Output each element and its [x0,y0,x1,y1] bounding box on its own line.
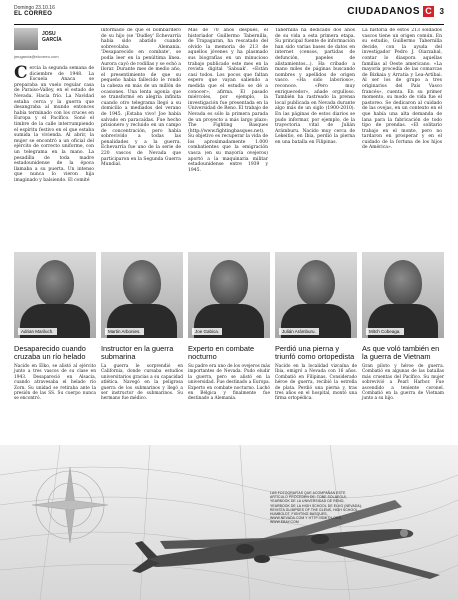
bio-text: Nacido en la localidad vizcaína de Ibia, emigró a Nevada con 16 años. Combatió en Filipinas. Considerado héroe de guerra, recibió la estrella de plata. Perdió una pierna y, tras tres años en el hospital, montó una firma ortopédica. [275,364,357,402]
portrait-photo [14,252,96,338]
article-column-4 [275,28,355,248]
photo-caption: Joe Gabica. [192,328,222,335]
photo-caption: Adrian Mariluch. [18,328,57,335]
author-name [42,31,62,43]
portrait-head [36,260,74,306]
section-title: CIUDADANOS [347,6,420,17]
bio-text: Gran piloto y héroe de guerra. Combatió en algunas de las batallas más cruentas del Pacífico. Su mujer sobrevivió a Pearl Harbor. Fue ascendido a teniente coronel. Combatió en la guerra de Vietnam junto a su hijo. [362,364,444,402]
portrait-head [210,260,248,306]
newspaper-name: EL CORREO [14,11,53,17]
bio-headline: As que voló también en la guerra de Vietnam [362,344,440,361]
airplane-and-map-graphic [0,445,458,600]
author-email: jmugarcia@elcorreo.com [14,54,59,59]
page-number: 3 [439,7,444,16]
portrait-head [297,260,335,306]
article-column-3 [188,28,268,248]
bio-block [275,345,357,402]
drop-cap: C [14,63,28,83]
column-text: informado de que el bombardero de su hijo (se 'Dudley' Echevarría había sido abatido cuando sobrevolaba Alemania. 'Desaparecido en combate', se podía leer en la penúltima línea. Aurora cayó de rodillas y se echó a llorar. Durante mes de medio año, el presentimiento de que su pequeño había fallecido le rondó la cabeza en más de un millón de ocasiones. Una lenta agonía que se transformó en alegría infinita cuando otro telegrama llegó a su domicilio a mediados del verano de 1945. ¡Estaba vivo! Joe había salvado en paracaídas. Fue hecho prisionero y recluido en un campo de concentración, pero había sobrevivido a todas las penalidades y a la guerra. Echevarría fue uno de la serie de 220 vascos de Nevada que participaron en la Segunda Guerra Mundial. [101,28,181,168]
portrait-head [384,260,422,306]
header-rule [14,24,444,25]
portrait-head [123,260,161,306]
photo-credits: LAS FOTOGRAFÍAS QUE ACOMPAÑAN ESTE ARTÍCULO PROCEDEN DE: TOBE SOLAEGUI, YEARBOOK DE LA UNIVERSIDAD DE RENO, YEARBOOK DE LA HIGH SCHOOL DE ELKO (NEVADA), REVISTA GLIMPSES OF THE GLENS, HIGH SCHOOL, HUMBOLDT, FIGHTING BASQUES, WWW.NEVADA.COM Y HTTP://SMITH-ORG, WWW.EBAY.COM [270,491,363,525]
photo-caption: Martin Arbonies. [105,328,144,335]
article-paragraph [14,63,94,183]
bio-block [362,345,444,402]
column-text: ercia la segunda semana de diciembre de 1948. La Escuela Anaca se preparaba un vuelo regular casa de Paraíso-Valley, en el estado de Nevada. Hacía frío. La Navidad estaba cerca y la guerra que desangraba al mundo entonces había terminado con los cruces en Europa y el Pacífico. Sonó el timbre de la calle interrumpiendo el espíritu festivo en el que estaba sumida la vivienda. Al abrir, la mujer se encontró a un oficial del ejército de correcto uniforme, con un telegrama en la mano. La pesadilla de toda madre estadounidense de la época llamaba a su puerta. Un intenso que nunca lo vieron hija imaginado y balsiendo. El comité [14,66,94,183]
photo-caption: Julián Arámburu. [279,328,319,335]
author-photo [14,28,38,50]
portrait-photo [275,252,357,338]
article-column-2 [101,28,181,248]
author-last-name: GARCÍA [42,37,62,43]
bio-block [188,345,270,402]
column-text: La historia de estos 213 soldados vascos tiene un origen común. En su estudio, Guillermo Tabernilla decide, con la ayuda del investigador Pedro J. Oiarzabal, contar lo diaspora aquellas familias al Oeste americano. «La mayoría procedía de las comarcas de Bizkaia y Arratia y Lea-Artibai. Al ser los de grupo a tres originarios del País Vasco francés», cuenta. En su primer momento, su modo de vida fue el pastoreo. Se dedicaron al cuidado de las ovejas, en un contexto en el que había una alta demanda de lana para la fabricación de todo tipo de prendas. «El solitario trabajo en el monte, pero no tardaron en prosperar y en el cuidado de la fortuna de los hijos de América». [362,28,442,151]
page-header [14,4,444,26]
bio-block [14,345,96,402]
section-logo-icon: C [423,6,434,17]
author-first-name: JOSU [42,31,56,37]
column-text: Tabernilla ha dedicado dos años de su vida a esta primera etapa. Su principal fuente de información han sido varias bases de datos en internet (censos, partidas de defunción, papeles de alistamientos...). Ha cribado a mano miles de páginas buscando nombres y apellidos de origen vasco. «Ha sido laborioso», reconoce. «Pero muy enriquecedor», añade orgulloso. También ha rastreado la prensa local publicada en Nevada durante algo más de un siglo (1900-2010). En las páginas de estos diarios se pudo informar, por ejemplo, de la trayectoria vital de Julián Arámburu. Nacido muy cerca de Lekeitio, en Ibia, perdió la pierna en una batalla en Filipinas. [275,28,355,145]
portrait-photo [101,252,183,338]
portrait-row [14,252,444,340]
issue-date: Domingo 23.10.16 [14,5,55,11]
portrait-photo [362,252,444,338]
bio-headline: Desaparecido cuando cruzaba un río helado [14,344,86,361]
bio-text: La guerra le sorprendió en California, donde cursaba estudios universitarios gracias a su capacidad atlética. Navegó en la peligrosa guerra de los submarinos y llegó a ser instructor de submarinos. Su hermano fue médico. [101,364,183,402]
bio-headline: Experto en combate nocturno [188,344,255,361]
portrait-photo [188,252,270,338]
bio-block [101,345,183,402]
soldier-bios [14,345,444,440]
article-body [14,28,444,248]
bio-text: Nacido en Elko, se alistó al ejército junto a tres vascos de su clase en 1943. Desapareció en Alsacia, cuando atravesaba el helado río Zorn. Su unidad se retiraba ante la presión de las SS. Su cuerpo nunca se encontró. [14,364,96,402]
column-text: Más de 70 años después, el historiador Guillermo Tabernilla, de Trapagaran, ha rescatado del olvido la memoria de 213 de aquellos jóvenes y ha plasmado sus biografías en un minucioso trabajo publicado este mes en la revista digital 'Sabuak'. «Están casi todos. Los pocos que faltan espero que vayan saliendo a medida que el estudio se dé a conocer», afirma. El pasado miércoles, por ejemplo, la investigación fue presentada en la Universidad de Reno. El trabajo de Nevada es sólo la primera parada de un proyecto a más largo plazo: The Fighting Basques (http://www.fightingbasques.net). Su objetivo es recuperar la vida de los aproximadamente 1.000 combatientes que la emigración vasca (en su mayoría ovejeros) aportó a la maquinaria militar estadounidense entre 1939 y 1945. [188,28,268,173]
bomber-illustration [0,445,458,600]
bio-text: Su padre era uno de los ovejeros más importantes de Nevada. Pudo eludir la guerra, pero se alistó en la universidad. Fue destinado a Europa. Experto en combate nocturno. Luchó en Bélgica y finalmente fue destinado a Alemania. [188,364,270,402]
photo-caption: Mitch Cobeaga. [366,328,404,335]
bio-headline: Instructor en la guerra submarina [101,344,174,361]
article-column-1 [14,28,94,248]
author-byline [14,28,94,66]
article-column-5 [362,28,442,248]
bio-headline: Perdió una pierna y triunfó como ortopedista [275,344,355,361]
